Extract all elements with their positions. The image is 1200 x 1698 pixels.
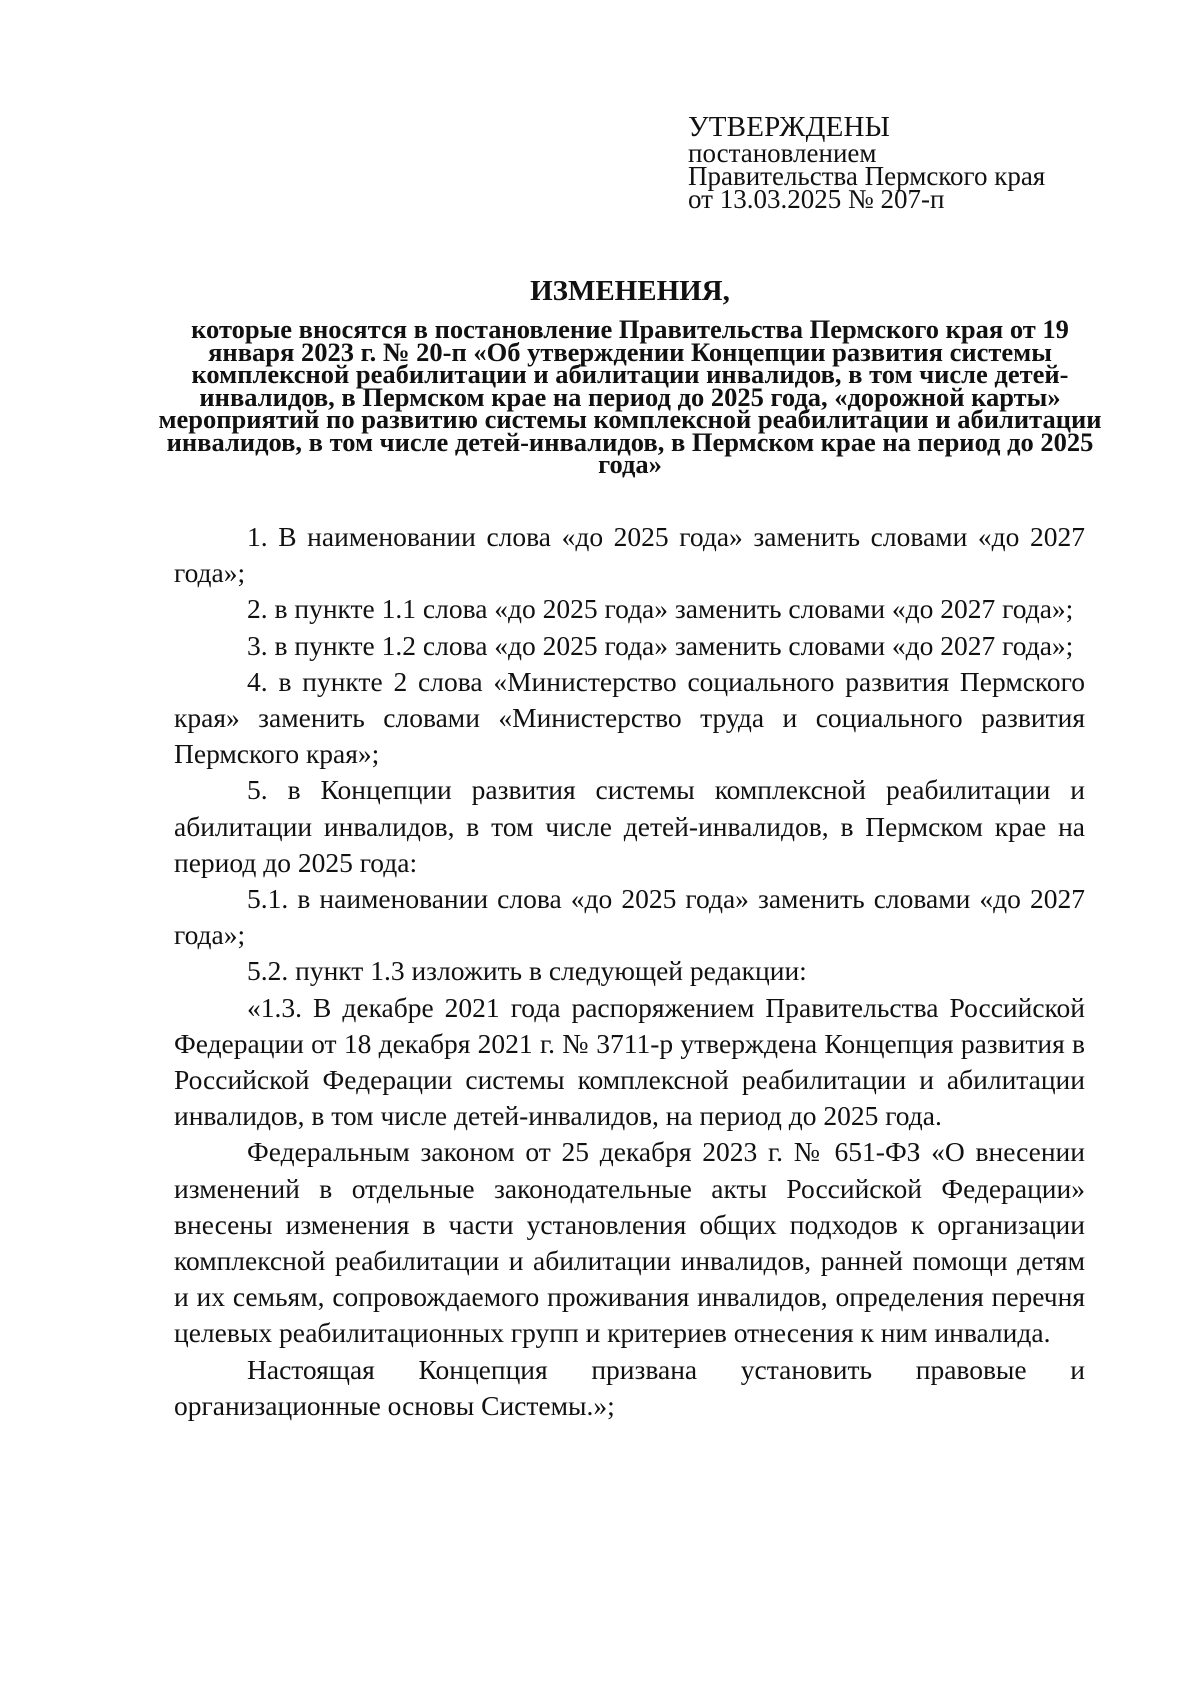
paragraph-2: 2. в пункте 1.1 слова «до 2025 года» заменить словами «до 2027 года»; xyxy=(247,593,1074,625)
approval-line-1: постановлением xyxy=(688,138,877,168)
paragraph-quote-3: Настоящая Концепция призвана установить правовые и организационные основы Системы.»; xyxy=(174,1353,1085,1421)
paragraph-5: 5. в Концепции развития системы комплексной реабилитации и абилитации инвалидов, в том числе детей-инвалидов, в Пермском крае на период до 2025 года: xyxy=(174,774,1085,878)
paragraph-quote-1: «1.3. В декабре 2021 года распоряжением Правительства Российской Федерации от 18 декабря 2021 г. № 3711-р утверждена Концепция развития в Российской Федерации системы комплексной реабилитации и абилитации инвалидов, в том числе детей-инвалидов, на период до 2025 года. xyxy=(174,991,1085,1132)
approval-title: УТВЕРЖДЕНЫ xyxy=(688,111,891,143)
approval-line-2: Правительства Пермского края xyxy=(688,161,1046,191)
paragraph-4: 4. в пункте 2 слова «Министерство социального развития Пермского края» заменить словами «Министерство труда и социального развития Пермского края»; xyxy=(174,665,1085,770)
paragraph-5-1: 5.1. в наименовании слова «до 2025 года» заменить словами «до 2027 года»; xyxy=(174,883,1085,951)
paragraph-1: 1. В наименовании слова «до 2025 года» заменить словами «до 2027 года»; xyxy=(174,521,1085,589)
document-heading: ИЗМЕНЕНИЯ, xyxy=(530,275,730,307)
paragraph-5-2: 5.2. пункт 1.3 изложить в следующей редакции: xyxy=(247,955,807,987)
document-subheading: которые вносятся в постановление Правительства Пермского края от 19 января 2023 г. № 20-п «Об утверждении Концепции развития системы комплексной реабилитации и абилитации инвалидов, в том числе детей-инвалидов, в Пермском крае на период до 2025 года, «дорожной карты» мероприятий по развитию системы комплексной реабилитации и абилитации инвалидов, в том числе детей-инвалидов, в Пермском крае на период до 2025 года» xyxy=(158,314,1102,479)
paragraph-3: 3. в пункте 1.2 слова «до 2025 года» заменить словами «до 2027 года»; xyxy=(247,629,1074,661)
paragraph-quote-2: Федеральным законом от 25 декабря 2023 г. № 651-ФЗ «О внесении изменений в отдельные законодательные акты Российской Федерации» внесены изменения в части установления общих подходов к организации комплексной реабилитации и абилитации инвалидов, ранней помощи детям и их семьям, сопровождаемого проживания инвалидов, определения перечня целевых реабилитационных групп и критериев отнесения к ним инвалида. xyxy=(174,1136,1085,1349)
approval-line-3: от 13.03.2025 № 207-п xyxy=(688,184,945,214)
approval-stamp xyxy=(688,111,1128,214)
document-body xyxy=(174,519,1085,1424)
